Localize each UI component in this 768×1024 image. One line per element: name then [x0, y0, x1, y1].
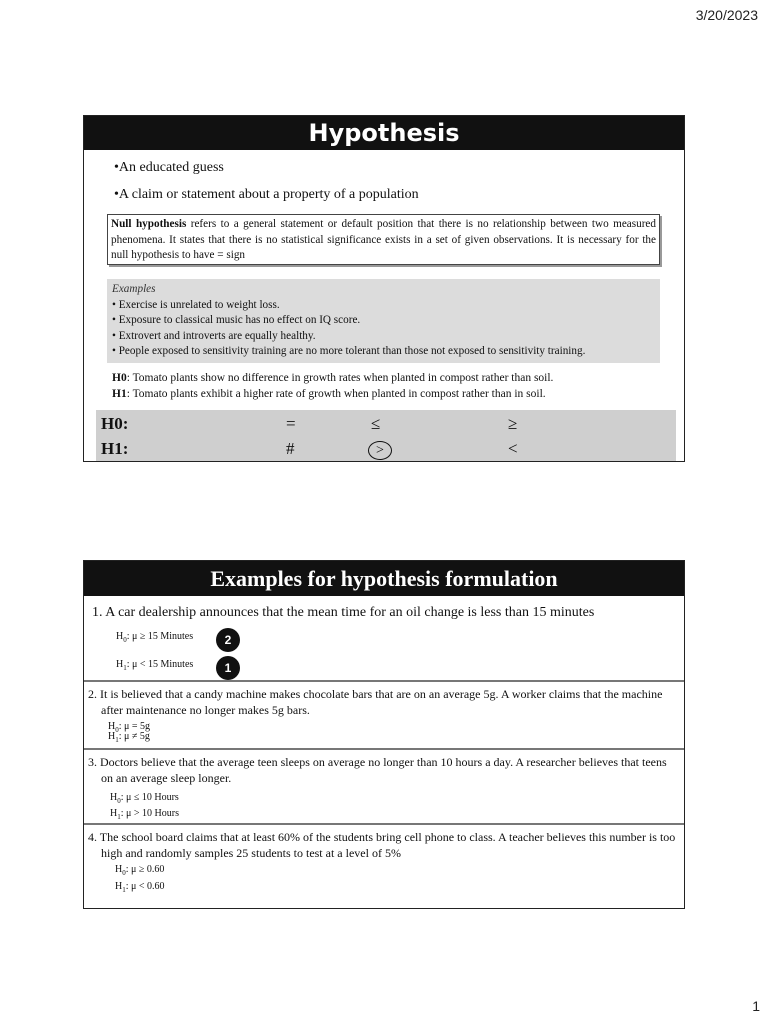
- slide-examples: [83, 560, 685, 909]
- alternative-hypothesis: $H_1$: μ < 15 Minutes: [116, 659, 194, 672]
- step-badge: 1: [216, 656, 240, 680]
- list-item: • Exercise is unrelated to weight loss.: [112, 298, 280, 311]
- row-label: H1:: [101, 439, 129, 458]
- null-hypothesis: $H_0$: μ = 5g: [108, 721, 151, 734]
- symbol-row-h1: [96, 437, 676, 461]
- slide-title: Hypothesis: [84, 116, 684, 150]
- example-question: 4. The school board claims that at least 60% of the students bring cell phone to class. A teacher believes this number is too high and randomly samples 25 students to test at a level of 5%: [88, 830, 676, 860]
- symbol: #: [286, 439, 295, 458]
- symbol: <: [508, 439, 518, 458]
- symbol: ≤: [371, 414, 381, 433]
- example-question: 2. It is believed that a candy machine makes chocolate bars that are on an average 5g. A worker claims that the machine after maintenance no longer makes 5g bars.: [88, 687, 663, 717]
- null-hypothesis: $H_0$: μ ≥ 0.60: [115, 864, 165, 877]
- h0-statement: [112, 371, 553, 387]
- list-item: • Exposure to classical music has no effect on IQ score.: [112, 314, 361, 327]
- h0-text: : Tomato plants show no difference in growth rates when planted in compost rather than soil.: [126, 372, 554, 384]
- symbol: ≥: [508, 414, 518, 433]
- null-hypothesis-definition: [107, 214, 660, 265]
- list-item: • Extrovert and introverts are equally healthy.: [112, 329, 316, 342]
- example-4: [84, 823, 684, 908]
- hypothesis-statements: [112, 371, 553, 402]
- symbol-table: [96, 410, 676, 462]
- examples-box: [107, 279, 660, 363]
- symbol-row-h0: [96, 412, 676, 436]
- row-label: H0:: [101, 414, 129, 433]
- step-badge: 2: [216, 628, 240, 652]
- date-stamp: 3/20/2023: [695, 7, 758, 23]
- alternative-hypothesis: $H_1$: μ ≠ 5g: [108, 731, 150, 744]
- h1-text: : Tomato plants exhibit a higher rate of growth when planted in compost rather than in soil.: [126, 387, 546, 400]
- alternative-hypothesis: $H_1$: μ > 10 Hours: [110, 808, 179, 821]
- slide-title: Examples for hypothesis formulation: [84, 561, 684, 596]
- h1-statement: [112, 387, 553, 403]
- circled-symbol: >: [368, 441, 392, 460]
- examples-heading: Examples: [112, 283, 156, 295]
- example-question: 3. Doctors believe that the average teen sleeps on average no longer than 10 hours a day. A researcher believes that teens on an average sleep longer.: [88, 755, 667, 785]
- example-2: [84, 680, 684, 748]
- null-hypothesis-text: refers to a general statement or default position that there is no relationship between two measured phenomena. It states that there is no statistical significance exists in a set of given observations. It is necessary for the null hypothesis to have = sign: [111, 218, 656, 261]
- page-number: 1: [752, 998, 760, 1014]
- symbol: =: [286, 414, 296, 433]
- slide-hypothesis: [83, 115, 685, 462]
- symbol-circled: [371, 439, 392, 460]
- bullet-educated-guess: •An educated guess: [114, 160, 224, 175]
- alternative-hypothesis: $H_1$: μ < 0.60: [115, 881, 165, 894]
- h1-label: H1: [112, 387, 127, 400]
- example-question: 1. A car dealership announces that the mean time for an oil change is less than 15 minutes: [92, 605, 595, 620]
- example-1: [84, 598, 684, 680]
- list-item: • People exposed to sensitivity training are no more tolerant than those not exposed to sensitivity training.: [112, 345, 586, 358]
- null-hypothesis-term: Null hypothesis: [111, 218, 187, 230]
- h0-label: H0: [112, 372, 127, 384]
- bullet-claim: •A claim or statement about a property of a population: [114, 187, 419, 202]
- null-hypothesis: $H_0$: μ ≥ 15 Minutes: [116, 631, 194, 644]
- null-hypothesis: $H_0$: μ ≤ 10 Hours: [110, 792, 179, 805]
- example-3: [84, 748, 684, 823]
